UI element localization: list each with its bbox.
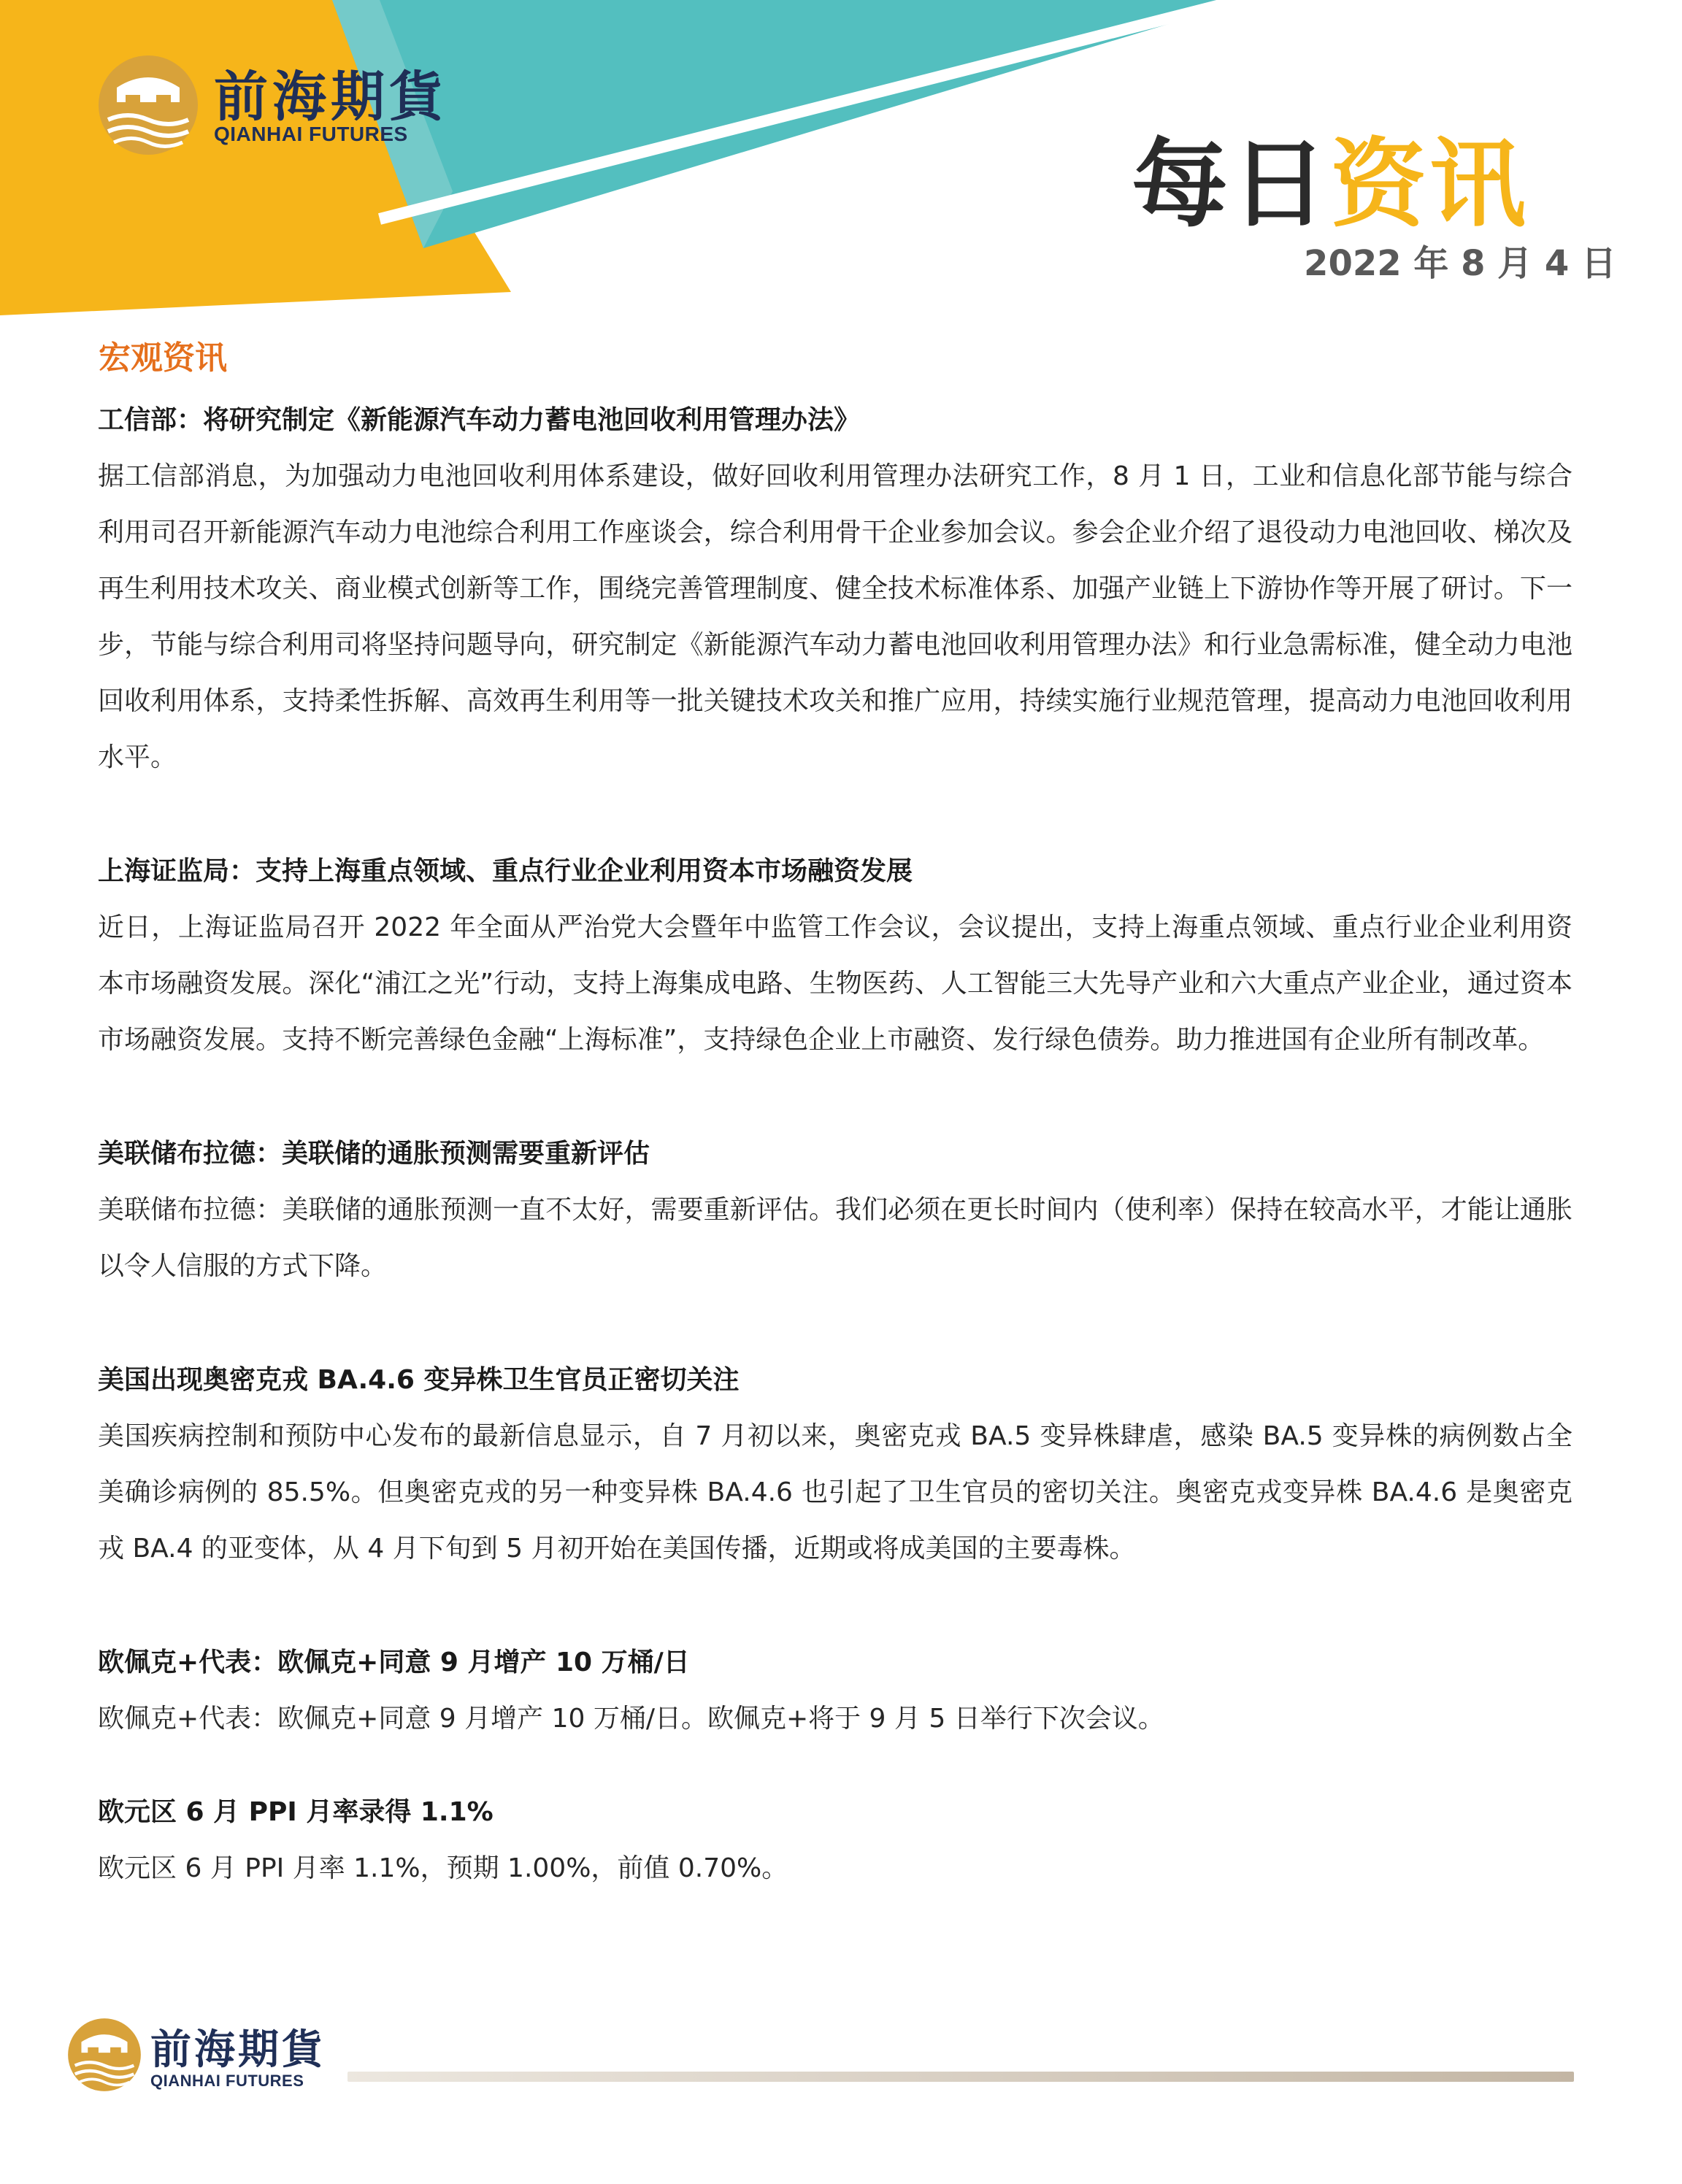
footer-divider: [347, 2072, 1574, 2082]
news-body: 欧元区 6 月 PPI 月率 1.1%，预期 1.00%，前值 0.70%。: [98, 1853, 788, 1883]
page-title-part1: 每日: [1132, 128, 1330, 241]
news-item: [98, 844, 1572, 1068]
news-body: 近日，上海证监局召开 2022 年全面从严治党大会暨年中监管工作会议，会议提出，支持上海重点领域、重点行业企业利用资本市场融资发展。深化“浦江之光”行动，支持上海集成电路、生物医药、人工智能三大先导产业和六大重点产业企业，通过资本市场融资发展。支持不断完善绿色金融“上海标准”，支持绿色企业上市融资、发行绿色债券。助力推进国有企业所有制改革。: [98, 912, 1572, 1055]
company-logo: [93, 54, 473, 156]
news-item: [98, 393, 1572, 785]
page-title-part2: 资讯: [1330, 128, 1529, 241]
news-title: 欧佩克+代表：欧佩克+同意 9 月增产 10 万桶/日: [98, 1647, 690, 1677]
logo-chinese-name: 前海期貨: [214, 66, 448, 128]
news-title: 美国出现奥密克戎 BA.4.6 变异株卫生官员正密切关注: [98, 1365, 740, 1395]
news-title: 工信部：将研究制定《新能源汽车动力蓄电池回收利用管理办法》: [98, 405, 861, 435]
section-title: 宏观资讯: [99, 339, 227, 377]
news-body: 美国疾病控制和预防中心发布的最新信息显示，自 7 月初以来，奥密克戎 BA.5 变异株肆虐，感染 BA.5 变异株的病例数占全美确诊病例的 85.5%。但奥密克戎的另一种变异株 BA.4.6 也引起了卫生官员的密切关注。奥密克戎变异株 BA.4.6 是奥密克戎 BA.4 的亚变体，从 4 月下旬到 5 月初开始在美国传播，近期或将成美国的主要毒株。: [98, 1421, 1572, 1564]
news-item: [98, 1353, 1572, 1577]
footer-logo-english-name: QIANHAI FUTURES: [150, 2072, 304, 2090]
news-item: [98, 1785, 1572, 1896]
news-item: [98, 1635, 1572, 1747]
news-title: 欧元区 6 月 PPI 月率录得 1.1%: [98, 1797, 494, 1827]
news-list: [98, 393, 1572, 1955]
footer-logo-chinese-name: 前海期貨: [150, 2026, 326, 2074]
report-date: 2022 年 8 月 4 日: [1304, 243, 1616, 284]
page-title: [1132, 107, 1529, 245]
footer-logo: [64, 2015, 356, 2124]
news-item: [98, 1126, 1572, 1294]
logo-emblem-icon: [93, 54, 203, 156]
logo-english-name: QIANHAI FUTURES: [214, 123, 408, 145]
news-body: 据工信部消息，为加强动力电池回收利用体系建设，做好回收利用管理办法研究工作，8 月 1 日，工业和信息化部节能与综合利用司召开新能源汽车动力电池综合利用工作座谈会，综合利用骨干企业参加会议。参会企业介绍了退役动力电池回收、梯次及再生利用技术攻关、商业模式创新等工作，围绕完善管理制度、健全技术标准体系、加强产业链上下游协作等开展了研讨。下一步，节能与综合利用司将坚持问题导向，研究制定《新能源汽车动力蓄电池回收利用管理办法》和行业急需标准，健全动力电池回收利用体系，支持柔性拆解、高效再生利用等一批关键技术攻关和推广应用，持续实施行业规范管理，提高动力电池回收利用水平。: [98, 461, 1572, 772]
footer-logo-emblem-icon: [64, 2015, 145, 2095]
news-title: 上海证监局：支持上海重点领域、重点行业企业利用资本市场融资发展: [98, 856, 913, 886]
news-title: 美联储布拉德：美联储的通胀预测需要重新评估: [98, 1139, 650, 1169]
news-body: 美联储布拉德：美联储的通胀预测一直不太好，需要重新评估。我们必须在更长时间内（使利率）保持在较高水平，才能让通胀以令人信服的方式下降。: [98, 1195, 1572, 1281]
news-body: 欧佩克+代表：欧佩克+同意 9 月增产 10 万桶/日。欧佩克+将于 9 月 5 日举行下次会议。: [98, 1704, 1164, 1734]
